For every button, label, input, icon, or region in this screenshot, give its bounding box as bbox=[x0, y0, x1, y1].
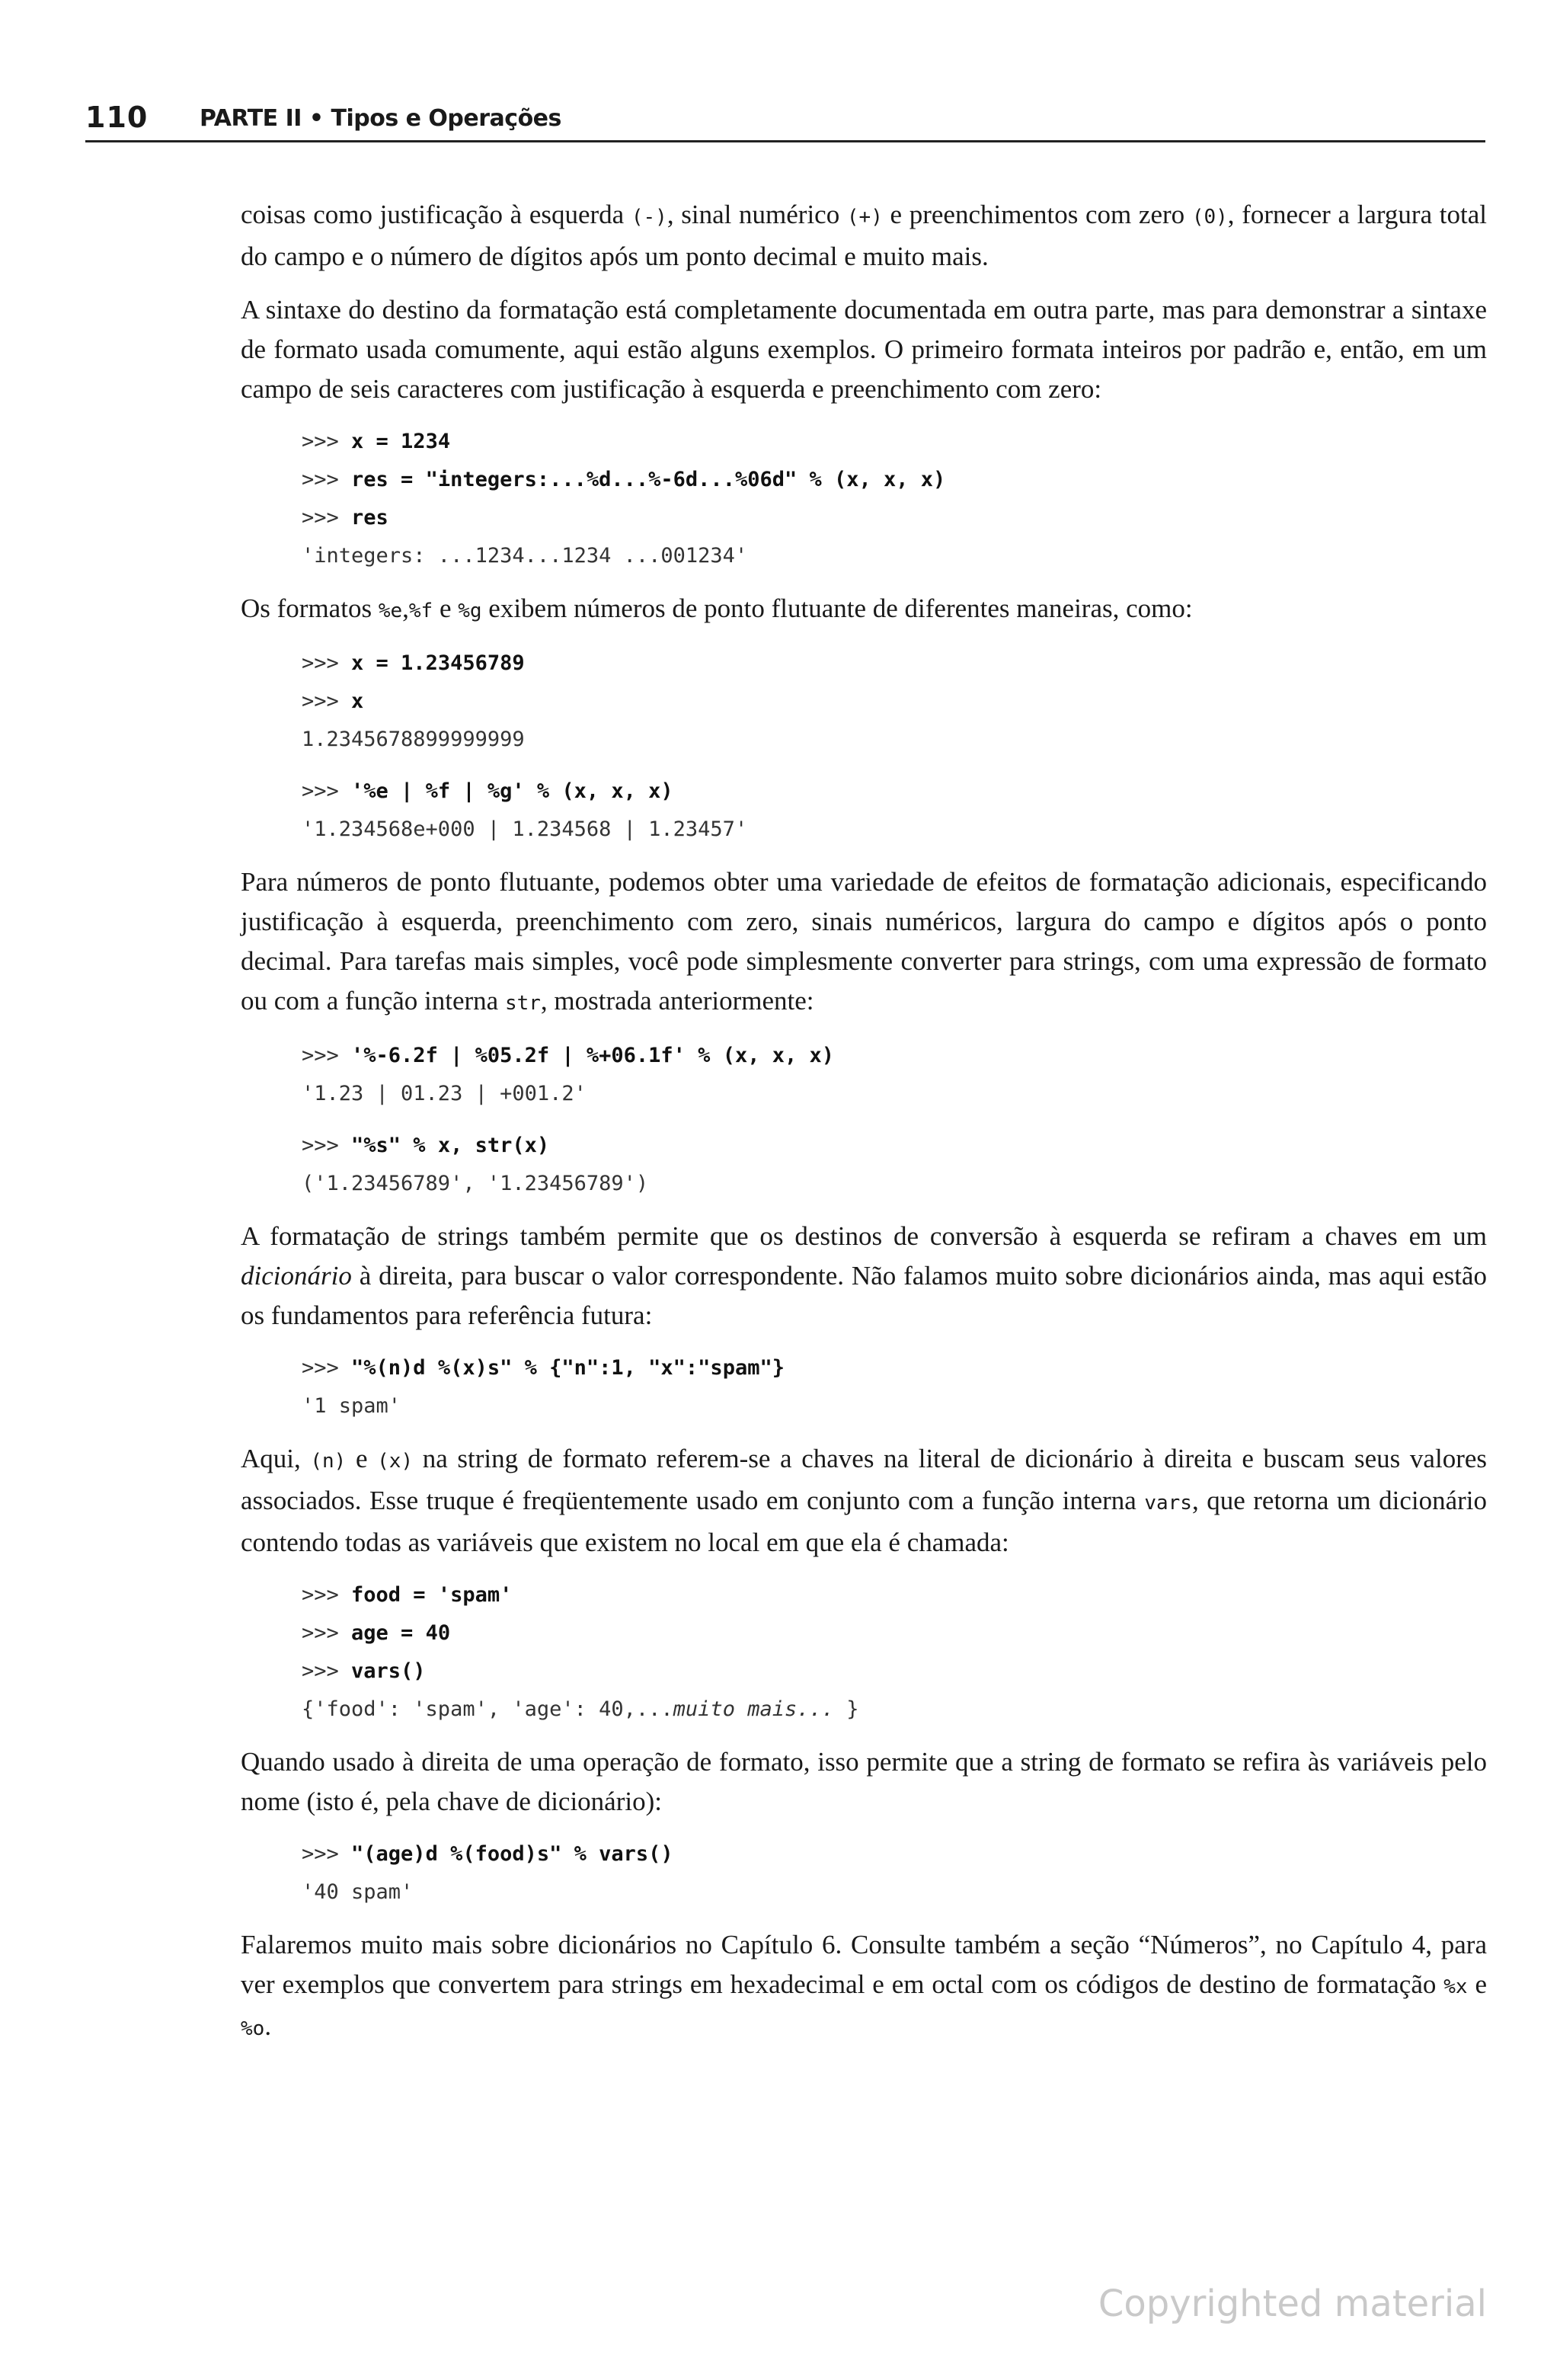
code-prompt: >>> bbox=[302, 430, 352, 453]
code-output: '40 spam' bbox=[302, 1880, 414, 1904]
inline-code: %o bbox=[241, 2017, 265, 2040]
code-block-5 bbox=[302, 1127, 1487, 1203]
code-block-8 bbox=[302, 1835, 1487, 1911]
code-line: >>> '%-6.2f | %05.2f | %+06.1f' % (x, x, x) bbox=[302, 1044, 834, 1067]
code-line: >>> res bbox=[302, 506, 388, 529]
inline-code: (n) bbox=[310, 1450, 347, 1473]
code-output: 1.2345678899999999 bbox=[302, 728, 525, 751]
inline-code: %e bbox=[378, 600, 403, 622]
inline-code: %x bbox=[1443, 1975, 1468, 1998]
code-block-1 bbox=[302, 423, 1487, 575]
running-title: PARTE II • Tipos e Operações bbox=[200, 105, 561, 132]
inline-code: %f bbox=[408, 600, 433, 622]
inline-code: vars bbox=[1144, 1492, 1192, 1515]
copyright-watermark: Copyrighted material bbox=[1098, 2282, 1487, 2325]
code-prompt: >>> bbox=[302, 1356, 352, 1380]
page-body bbox=[241, 195, 1487, 2062]
running-header bbox=[85, 101, 1485, 143]
code-output: {'food': 'spam', 'age': 40,...muito mais... } bbox=[302, 1697, 859, 1721]
paragraph-1: coisas como justificação à esquerda (-), sinal numérico (+) e preenchimentos com zero (0), fornecer a largura total do campo e o número de dígitos após um ponto decimal e muito mais. bbox=[241, 200, 1487, 271]
code-prompt: >>> bbox=[302, 506, 352, 529]
code-prompt: >>> bbox=[302, 651, 352, 675]
code-block-7 bbox=[302, 1576, 1487, 1729]
code-prompt: >>> bbox=[302, 689, 352, 713]
code-line: >>> age = 40 bbox=[302, 1621, 451, 1645]
paragraph-2: A sintaxe do destino da formatação está completamente documentada em outra parte, mas para demonstrar a sintaxe de formato usada comumente, aqui estão alguns exemplos. O primeiro formata inteiros por padrão e, então, em um campo de seis caracteres com justificação à esquerda e preenchimento com zero: bbox=[241, 295, 1487, 404]
code-prompt: >>> bbox=[302, 779, 352, 803]
code-line: >>> x = 1.23456789 bbox=[302, 651, 525, 675]
code-prompt: >>> bbox=[302, 1134, 352, 1157]
code-prompt: >>> bbox=[302, 1659, 352, 1683]
code-line: >>> x = 1234 bbox=[302, 430, 451, 453]
code-prompt: >>> bbox=[302, 1583, 352, 1607]
code-line: >>> res = "integers:...%d...%-6d...%06d" % (x, x, x) bbox=[302, 468, 946, 491]
paragraph-7: Quando usado à direita de uma operação de formato, isso permite que a string de formato se refira às variáveis pelo nome (isto é, pela chave de dicionário): bbox=[241, 1747, 1487, 1816]
inline-code: %g bbox=[458, 600, 482, 622]
code-output: 'integers: ...1234...1234 ...001234' bbox=[302, 544, 748, 568]
code-block-2 bbox=[302, 645, 1487, 759]
inline-code: (+) bbox=[846, 206, 883, 229]
code-line: >>> "(age)d %(food)s" % vars() bbox=[302, 1842, 673, 1866]
paragraph-4: Para números de ponto flutuante, podemos obter uma variedade de efeitos de formatação adicionais, especificando justificação à esquerda, preenchimento com zero, sinais numéricos, largura do campo e dígitos após o ponto decimal. Para tarefas mais simples, você pode simplesmente converter para strings, com uma expressão de formato ou com a função interna str, mostrada anteriormente: bbox=[241, 867, 1487, 1016]
inline-code: (-) bbox=[631, 206, 667, 229]
code-line: >>> food = 'spam' bbox=[302, 1583, 513, 1607]
paragraph-8: Falaremos muito mais sobre dicionários no Capítulo 6. Consulte também a seção “Números”, no Capítulo 4, para ver exemplos que convertem para strings em hexadecimal e em octal com os códigos de destino de formatação %x e %o. bbox=[241, 1930, 1487, 2041]
code-block-4 bbox=[302, 1037, 1487, 1113]
code-line: >>> '%e | %f | %g' % (x, x, x) bbox=[302, 779, 673, 803]
inline-code: (0) bbox=[1191, 206, 1228, 229]
code-line: >>> "%s" % x, str(x) bbox=[302, 1134, 550, 1157]
code-block-3 bbox=[302, 773, 1487, 849]
code-output: '1.23 | 01.23 | +001.2' bbox=[302, 1082, 587, 1105]
emphasis: dicionário bbox=[241, 1261, 352, 1291]
paragraph-5: A formatação de strings também permite que os destinos de conversão à esquerda se refiram a chaves em um dicionário à direita, para buscar o valor correspondente. Não falamos muito sobre dicionários ainda, mas aqui estão os fundamentos para referência futura: bbox=[241, 1221, 1487, 1330]
code-output: ('1.23456789', '1.23456789') bbox=[302, 1172, 649, 1195]
code-output: '1 spam' bbox=[302, 1394, 401, 1418]
code-output: '1.234568e+000 | 1.234568 | 1.23457' bbox=[302, 817, 748, 841]
inline-code: str bbox=[504, 992, 541, 1015]
code-prompt: >>> bbox=[302, 1621, 352, 1645]
code-line: >>> vars() bbox=[302, 1659, 426, 1683]
code-line: >>> "%(n)d %(x)s" % {"n":1, "x":"spam"} bbox=[302, 1356, 785, 1380]
paragraph-3: Os formatos %e,%f e %g exibem números de ponto flutuante de diferentes maneiras, como: bbox=[241, 593, 1193, 623]
code-prompt: >>> bbox=[302, 1842, 352, 1866]
code-block-6 bbox=[302, 1349, 1487, 1425]
header-rule bbox=[85, 140, 1485, 142]
page-number: 110 bbox=[85, 101, 149, 134]
paragraph-6: Aqui, (n) e (x) na string de formato referem-se a chaves na literal de dicionário à direita e buscam seus valores associados. Esse truque é freqüentemente usado em conjunto com a função interna vars, que retorna um dicionário contendo todas as variáveis que existem no local em que ela é chamada: bbox=[241, 1444, 1487, 1557]
inline-code: (x) bbox=[377, 1450, 414, 1473]
code-prompt: >>> bbox=[302, 468, 352, 491]
code-prompt: >>> bbox=[302, 1044, 352, 1067]
code-line: >>> x bbox=[302, 689, 364, 713]
